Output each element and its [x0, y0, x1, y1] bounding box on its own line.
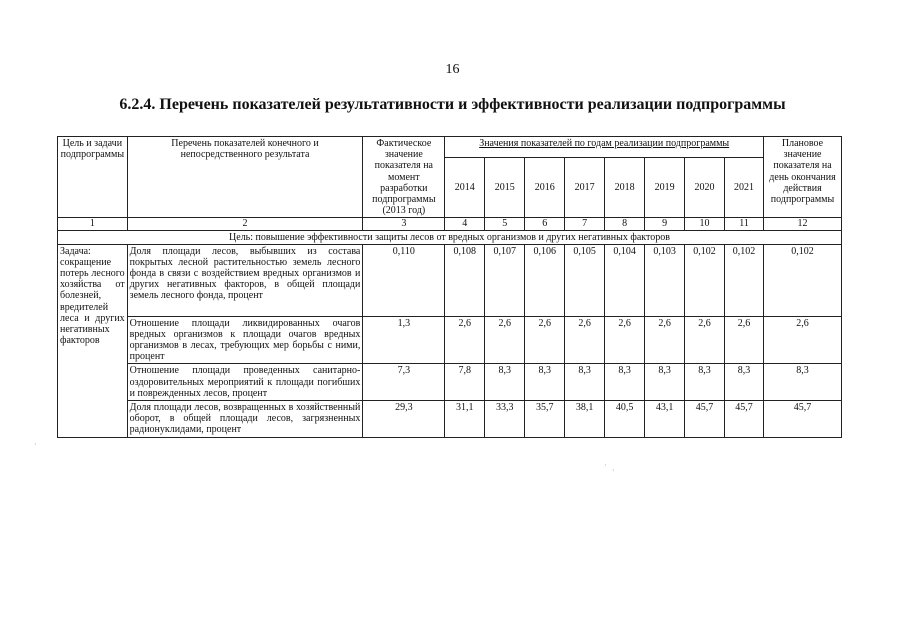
- year-value: 8,3: [605, 364, 645, 401]
- table-row: [58, 364, 842, 401]
- goal-row: [58, 230, 842, 244]
- year-value: 0,103: [645, 244, 685, 316]
- year-value: 2,6: [725, 316, 764, 364]
- column-index: 1: [58, 218, 128, 230]
- table-row: [58, 316, 842, 364]
- header-year: 2017: [565, 158, 605, 218]
- header-planned: Плановое значение показателя на день окончания действия подпрограммы: [764, 137, 842, 218]
- year-value: 40,5: [605, 401, 645, 438]
- year-value: 0,108: [445, 244, 485, 316]
- column-index: 8: [605, 218, 645, 230]
- year-value: 31,1: [445, 401, 485, 438]
- column-index: 3: [363, 218, 445, 230]
- year-value: 7,8: [445, 364, 485, 401]
- header-year: 2021: [725, 158, 764, 218]
- year-value: 43,1: [645, 401, 685, 438]
- header-year: 2019: [645, 158, 685, 218]
- column-index: 9: [645, 218, 685, 230]
- year-value: 0,107: [485, 244, 525, 316]
- year-value: 45,7: [725, 401, 764, 438]
- year-value: 0,106: [525, 244, 565, 316]
- goal-text: Цель: повышение эффективности защиты лесов от вредных организмов и других негативных факторов: [58, 230, 842, 244]
- header-goal: Цель и задачи подпрограммы: [58, 137, 128, 218]
- year-value: 0,105: [565, 244, 605, 316]
- planned-value: 0,102: [764, 244, 842, 316]
- year-value: 2,6: [525, 316, 565, 364]
- column-index: 4: [445, 218, 485, 230]
- header-row-1: [58, 137, 842, 158]
- year-value: 38,1: [565, 401, 605, 438]
- header-year: 2018: [605, 158, 645, 218]
- scan-speck: ·: [34, 440, 37, 449]
- header-year: 2020: [685, 158, 725, 218]
- year-value: 45,7: [685, 401, 725, 438]
- scan-speck: ·: [612, 466, 615, 475]
- year-value: 2,6: [645, 316, 685, 364]
- year-value: 8,3: [485, 364, 525, 401]
- column-index: 11: [725, 218, 764, 230]
- indicator-cell: Отношение площади проведенных санитарно-оздоровительных мероприятий к площади погибших и поврежденных лесов, процент: [127, 364, 363, 401]
- indicator-cell: Доля площади лесов, выбывших из состава покрытых лесной растительностью земель лесного фонда в связи с воздействием вредных организмов и других негативных факторов, в общей площади земель лесного фонда, процент: [127, 244, 363, 316]
- actual-value: 7,3: [363, 364, 445, 401]
- year-value: 2,6: [685, 316, 725, 364]
- year-value: 0,102: [685, 244, 725, 316]
- column-index: 10: [685, 218, 725, 230]
- year-value: 8,3: [565, 364, 605, 401]
- year-value: 8,3: [525, 364, 565, 401]
- year-value: 33,3: [485, 401, 525, 438]
- year-value: 35,7: [525, 401, 565, 438]
- header-year: 2014: [445, 158, 485, 218]
- column-index-row: [58, 218, 842, 230]
- planned-value: 45,7: [764, 401, 842, 438]
- column-index: 2: [127, 218, 363, 230]
- table-row: [58, 244, 842, 316]
- year-value: 8,3: [645, 364, 685, 401]
- page-number: 16: [445, 62, 460, 77]
- indicator-cell: Отношение площади ликвидированных очагов вредных организмов к площади очагов вредных организмов в лесах, требующих мер борьбы с ними, процент: [127, 316, 363, 364]
- year-value: 2,6: [565, 316, 605, 364]
- year-value: 0,102: [725, 244, 764, 316]
- year-value: 0,104: [605, 244, 645, 316]
- year-value: 2,6: [485, 316, 525, 364]
- section-title: 6.2.4. Перечень показателей результативности и эффективности реализации подпрограммы: [119, 96, 786, 113]
- actual-value: 1,3: [363, 316, 445, 364]
- planned-value: 2,6: [764, 316, 842, 364]
- scan-speck: ·: [604, 461, 607, 470]
- column-index: 5: [485, 218, 525, 230]
- header-year: 2016: [525, 158, 565, 218]
- year-value: 2,6: [605, 316, 645, 364]
- year-value: 2,6: [445, 316, 485, 364]
- column-index: 12: [764, 218, 842, 230]
- indicator-cell: Доля площади лесов, возвращенных в хозяйственный оборот, в общей площади лесов, загрязненных радионуклидами, процент: [127, 401, 363, 438]
- indicators-table: [57, 136, 842, 438]
- task-cell: Задача: сокращение потерь лесного хозяйства от болезней, вредителей леса и других негативных факторов: [58, 244, 128, 437]
- header-indicator: Перечень показателей конечного и непосредственного результата: [127, 137, 363, 218]
- actual-value: 0,110: [363, 244, 445, 316]
- year-value: 8,3: [725, 364, 764, 401]
- year-value: 8,3: [685, 364, 725, 401]
- column-index: 7: [565, 218, 605, 230]
- planned-value: 8,3: [764, 364, 842, 401]
- table-row: [58, 401, 842, 438]
- header-years-group: Значения показателей по годам реализации подпрограммы: [445, 137, 764, 158]
- header-year: 2015: [485, 158, 525, 218]
- header-actual: Фактическое значение показателя на момент разработки подпрограммы (2013 год): [363, 137, 445, 218]
- actual-value: 29,3: [363, 401, 445, 438]
- column-index: 6: [525, 218, 565, 230]
